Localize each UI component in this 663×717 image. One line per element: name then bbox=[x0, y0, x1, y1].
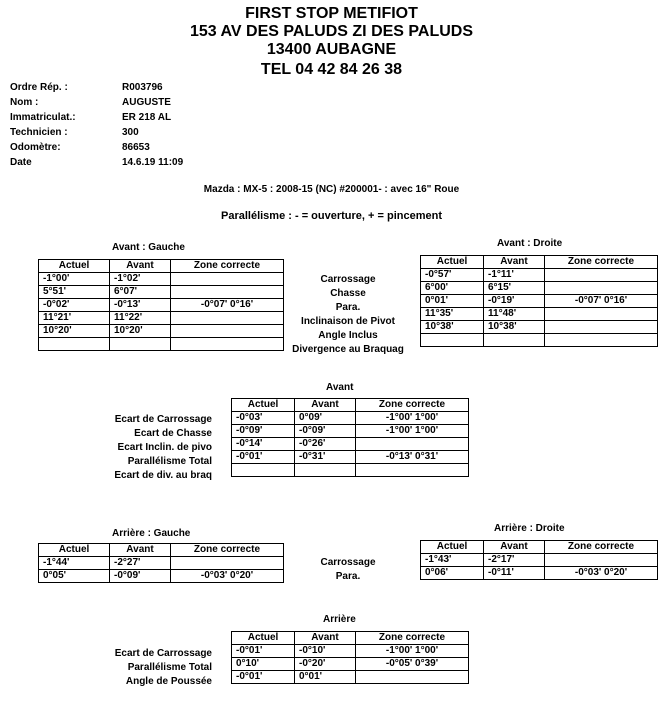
column-header-actuel: Actuel bbox=[232, 632, 295, 645]
parameter-label: Parallélisme Total bbox=[127, 662, 212, 673]
info-label: Odomètre: bbox=[10, 142, 61, 153]
table-row bbox=[232, 645, 469, 658]
table-cell: -0°07' 0°16' bbox=[545, 295, 658, 308]
table-cell: 11°21' bbox=[39, 312, 110, 325]
table-cell: -0°09' bbox=[110, 570, 171, 583]
info-value: 300 bbox=[122, 127, 139, 138]
column-header-avant: Avant bbox=[110, 544, 171, 557]
table-cell: -2°27' bbox=[110, 557, 171, 570]
table-cell: -0°13' bbox=[110, 299, 171, 312]
table-cell: -0°09' bbox=[232, 425, 295, 438]
front-axle-table bbox=[231, 398, 469, 477]
table-cell bbox=[545, 269, 658, 282]
table-cell: -0°20' bbox=[295, 658, 356, 671]
column-header-zone: Zone correcte bbox=[356, 399, 469, 412]
parameter-label: Inclinaison de Pivot bbox=[301, 316, 395, 327]
parameter-label: Angle Inclus bbox=[318, 330, 378, 341]
table-row bbox=[421, 554, 658, 567]
table-row bbox=[39, 299, 284, 312]
info-label: Technicien : bbox=[10, 127, 68, 138]
table-cell: 5°51' bbox=[39, 286, 110, 299]
shop-phone: TEL 04 42 84 26 38 bbox=[260, 61, 403, 78]
table-cell: 10°38' bbox=[421, 321, 484, 334]
table-cell bbox=[171, 557, 284, 570]
column-header-zone: Zone correcte bbox=[171, 544, 284, 557]
table-cell bbox=[295, 464, 356, 477]
table-cell: -0°10' bbox=[295, 645, 356, 658]
info-label: Date bbox=[10, 157, 32, 168]
column-header-zone: Zone correcte bbox=[545, 541, 658, 554]
table-cell: -1°11' bbox=[484, 269, 545, 282]
table-cell bbox=[171, 325, 284, 338]
table-cell: -1°43' bbox=[421, 554, 484, 567]
table-cell: 0°01' bbox=[421, 295, 484, 308]
table-cell: -0°57' bbox=[421, 269, 484, 282]
toe-legend: Parallélisme : - = ouverture, + = pincement bbox=[220, 210, 442, 222]
front-right-table bbox=[420, 255, 658, 347]
table-cell: 0°05' bbox=[39, 570, 110, 583]
table-cell: -1°00' 1°00' bbox=[356, 645, 469, 658]
table-cell: 0°10' bbox=[232, 658, 295, 671]
table-cell: 11°22' bbox=[110, 312, 171, 325]
table-cell: 11°48' bbox=[484, 308, 545, 321]
table-cell: 6°15' bbox=[484, 282, 545, 295]
table-row bbox=[232, 425, 469, 438]
table-cell: -0°13' 0°31' bbox=[356, 451, 469, 464]
rear-parameter-labels bbox=[290, 556, 406, 584]
column-header-actuel: Actuel bbox=[421, 541, 484, 554]
front-parameter-labels bbox=[278, 273, 418, 357]
table-cell: -1°44' bbox=[39, 557, 110, 570]
table-cell: -0°31' bbox=[295, 451, 356, 464]
rear-axle-labels bbox=[40, 647, 212, 689]
table-cell: 0°09' bbox=[295, 412, 356, 425]
table-row bbox=[232, 658, 469, 671]
table-cell: -0°09' bbox=[295, 425, 356, 438]
column-header-avant: Avant bbox=[295, 399, 356, 412]
table-cell: -0°19' bbox=[484, 295, 545, 308]
table-cell: -1°00' 1°00' bbox=[356, 412, 469, 425]
front-axle-labels bbox=[40, 413, 212, 483]
parameter-label: Ecart de Chasse bbox=[134, 428, 212, 439]
table-row bbox=[232, 464, 469, 477]
parameter-label: Ecart de Carrossage bbox=[114, 648, 212, 659]
table-cell: -0°07' 0°16' bbox=[171, 299, 284, 312]
shop-name: FIRST STOP METIFIOT bbox=[245, 5, 418, 22]
parameter-label: Para. bbox=[335, 571, 361, 582]
table-row bbox=[421, 295, 658, 308]
column-header-actuel: Actuel bbox=[421, 256, 484, 269]
table-row bbox=[232, 438, 469, 451]
table-cell: -0°03' 0°20' bbox=[171, 570, 284, 583]
table-row bbox=[421, 567, 658, 580]
parameter-label: Chasse bbox=[330, 288, 366, 299]
info-value: ER 218 AL bbox=[122, 112, 172, 123]
parameter-label: Ecart de div. au braq bbox=[114, 470, 212, 481]
table-cell bbox=[171, 273, 284, 286]
table-cell: -0°01' bbox=[232, 451, 295, 464]
table-row bbox=[421, 269, 658, 282]
table-header-row bbox=[39, 544, 284, 557]
info-label: Nom : bbox=[10, 97, 39, 108]
table-cell: -0°03' 0°20' bbox=[545, 567, 658, 580]
table-cell: 6°07' bbox=[110, 286, 171, 299]
table-cell bbox=[356, 464, 469, 477]
table-header-row bbox=[232, 399, 469, 412]
rear-right-title: Arrière : Droite bbox=[494, 523, 565, 534]
table-cell: -0°03' bbox=[232, 412, 295, 425]
table-cell: -1°02' bbox=[110, 273, 171, 286]
table-cell bbox=[545, 321, 658, 334]
table-row bbox=[232, 412, 469, 425]
table-cell bbox=[545, 334, 658, 347]
rear-right-table bbox=[420, 540, 658, 580]
table-cell: -0°01' bbox=[232, 645, 295, 658]
parameter-label: Divergence au Braquag bbox=[292, 344, 404, 355]
table-row bbox=[39, 312, 284, 325]
info-label: Ordre Rép. : bbox=[10, 82, 68, 93]
table-cell bbox=[110, 338, 171, 351]
table-cell: -0°14' bbox=[232, 438, 295, 451]
table-header-row bbox=[421, 256, 658, 269]
column-header-actuel: Actuel bbox=[232, 399, 295, 412]
parameter-label: Angle de Poussée bbox=[125, 676, 212, 687]
table-row bbox=[232, 451, 469, 464]
parameter-label: Ecart Inclin. de pivo bbox=[117, 442, 212, 453]
column-header-zone: Zone correcte bbox=[356, 632, 469, 645]
table-cell: -0°02' bbox=[39, 299, 110, 312]
rear-left-title: Arrière : Gauche bbox=[112, 528, 191, 539]
table-cell: -0°05' 0°39' bbox=[356, 658, 469, 671]
table-row bbox=[39, 273, 284, 286]
table-row bbox=[39, 325, 284, 338]
table-cell: 11°35' bbox=[421, 308, 484, 321]
table-cell: -2°17' bbox=[484, 554, 545, 567]
column-header-actuel: Actuel bbox=[39, 260, 110, 273]
table-row bbox=[232, 671, 469, 684]
info-value: 14.6.19 11:09 bbox=[122, 157, 184, 168]
table-cell: -0°11' bbox=[484, 567, 545, 580]
parameter-label: Carrossage bbox=[320, 274, 376, 285]
shop-address: 153 AV DES PALUDS ZI DES PALUDS bbox=[189, 23, 473, 40]
column-header-avant: Avant bbox=[295, 632, 356, 645]
table-header-row bbox=[39, 260, 284, 273]
table-cell: 10°38' bbox=[484, 321, 545, 334]
vehicle-description: Mazda : MX-5 : 2008-15 (NC) #200001- : avec 16" Roue bbox=[203, 184, 460, 195]
table-cell bbox=[171, 338, 284, 351]
table-header-row bbox=[232, 632, 469, 645]
table-cell: -1°00' 1°00' bbox=[356, 425, 469, 438]
table-cell bbox=[545, 554, 658, 567]
table-cell: -0°01' bbox=[232, 671, 295, 684]
front-axle-title: Avant bbox=[326, 382, 354, 393]
table-cell: 0°01' bbox=[295, 671, 356, 684]
rear-left-table bbox=[38, 543, 284, 583]
table-row bbox=[421, 282, 658, 295]
front-left-table bbox=[38, 259, 284, 351]
column-header-zone: Zone correcte bbox=[171, 260, 284, 273]
table-cell: 6°00' bbox=[421, 282, 484, 295]
table-cell bbox=[171, 286, 284, 299]
column-header-actuel: Actuel bbox=[39, 544, 110, 557]
table-cell bbox=[232, 464, 295, 477]
rear-axle-title: Arrière bbox=[323, 614, 356, 625]
table-row bbox=[39, 286, 284, 299]
table-cell bbox=[39, 338, 110, 351]
table-cell bbox=[356, 438, 469, 451]
table-cell: 10°20' bbox=[39, 325, 110, 338]
column-header-zone: Zone correcte bbox=[545, 256, 658, 269]
table-row bbox=[421, 334, 658, 347]
job-info bbox=[10, 82, 270, 172]
info-value: 86653 bbox=[122, 142, 150, 153]
table-row bbox=[39, 570, 284, 583]
table-row bbox=[421, 308, 658, 321]
parameter-label: Para. bbox=[335, 302, 361, 313]
column-header-avant: Avant bbox=[484, 541, 545, 554]
info-value: R003796 bbox=[122, 82, 163, 93]
parameter-label: Parallélisme Total bbox=[127, 456, 212, 467]
info-value: AUGUSTE bbox=[122, 97, 171, 108]
table-cell bbox=[171, 312, 284, 325]
front-right-title: Avant : Droite bbox=[497, 238, 563, 249]
parameter-label: Carrossage bbox=[320, 557, 376, 568]
table-row bbox=[39, 338, 284, 351]
table-cell: 10°20' bbox=[110, 325, 171, 338]
column-header-avant: Avant bbox=[110, 260, 171, 273]
table-row bbox=[39, 557, 284, 570]
table-cell bbox=[545, 308, 658, 321]
info-label: Immatriculat.: bbox=[10, 112, 76, 123]
parameter-label: Ecart de Carrossage bbox=[114, 414, 212, 425]
table-cell: 0°06' bbox=[421, 567, 484, 580]
table-cell bbox=[484, 334, 545, 347]
table-cell bbox=[421, 334, 484, 347]
table-cell bbox=[545, 282, 658, 295]
table-cell: -1°00' bbox=[39, 273, 110, 286]
shop-city: 13400 AUBAGNE bbox=[266, 41, 397, 58]
table-cell bbox=[356, 671, 469, 684]
table-row bbox=[421, 321, 658, 334]
table-cell: -0°26' bbox=[295, 438, 356, 451]
rear-axle-table bbox=[231, 631, 469, 684]
front-left-title: Avant : Gauche bbox=[112, 242, 185, 253]
column-header-avant: Avant bbox=[484, 256, 545, 269]
table-header-row bbox=[421, 541, 658, 554]
